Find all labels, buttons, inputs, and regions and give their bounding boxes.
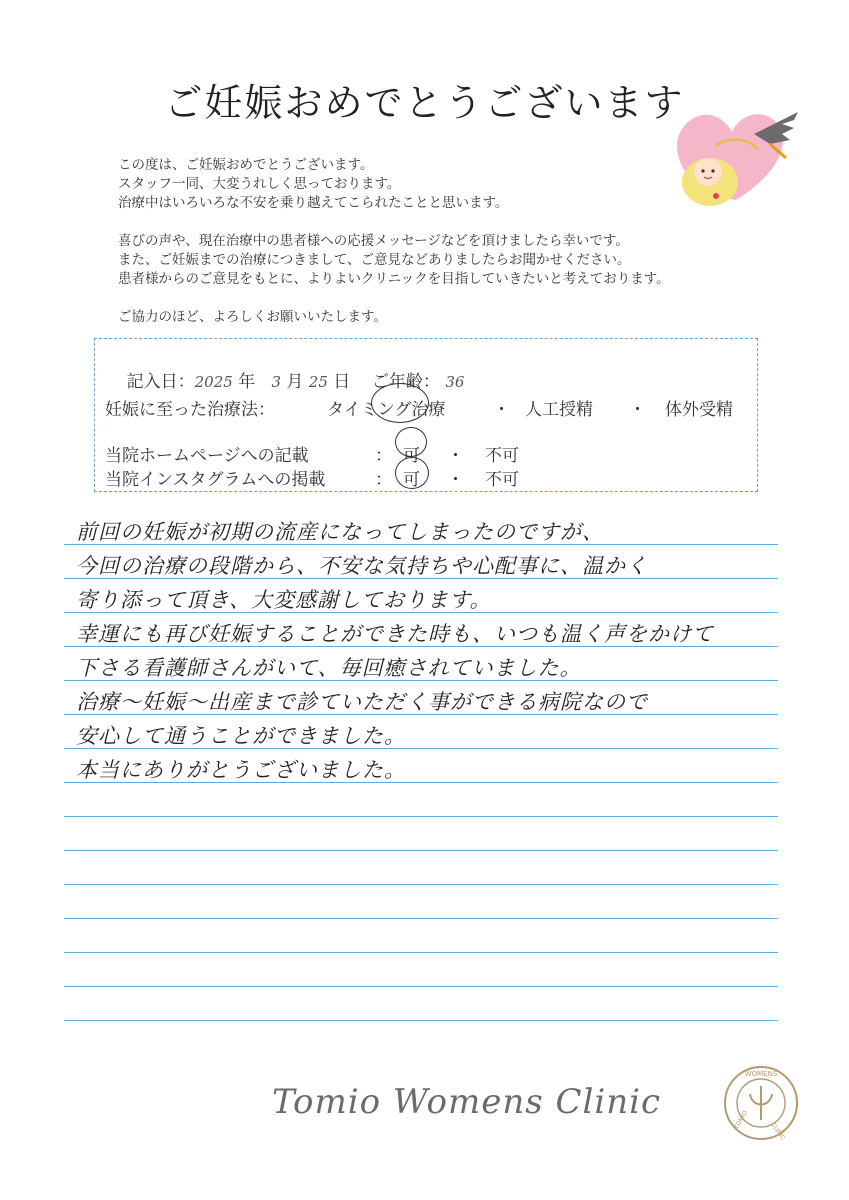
ruled-line	[64, 816, 778, 817]
page-title: ご妊娠おめでとうございます	[164, 81, 685, 125]
date-label: 記入日：	[126, 372, 195, 392]
ruled-line	[64, 884, 778, 885]
message-line: 本当にありがとうございました。	[76, 758, 406, 782]
separator-dot: ・	[447, 446, 464, 466]
ruled-line	[64, 918, 778, 919]
intro-line: スタッフ一同、大変うれしく思っております。	[118, 176, 401, 192]
day-unit: 日	[333, 372, 351, 392]
separator-dot: ・	[629, 400, 646, 420]
seal-text-right: CLINIC	[769, 1121, 787, 1142]
clinic-logo-seal	[722, 1064, 800, 1142]
message-line: 下さる看護師さんがいて、毎回癒されていました。	[76, 656, 582, 680]
instagram-label: 当院インスタグラムへの掲載	[105, 470, 326, 490]
intro-line: 喜びの声や、現在治療中の患者様への応援メッセージなどを頂けましたら幸いです。	[118, 233, 629, 249]
instagram-yes: 可	[403, 470, 420, 490]
month-value: 3	[271, 373, 281, 391]
treatment-option-iui: 人工授精	[525, 400, 593, 420]
ruled-line	[64, 952, 778, 953]
ruled-line	[64, 1020, 778, 1021]
intro-paragraph-3	[118, 308, 778, 327]
ruled-line	[64, 986, 778, 987]
intro-line: ご協力のほど、よろしくお願いいたします。	[118, 309, 387, 325]
intro-line: この度は、ご妊娠おめでとうございます。	[118, 157, 374, 173]
homepage-yes-circle-mark	[395, 427, 427, 457]
selected-circle-mark	[371, 383, 429, 423]
separator-dot: ・	[447, 470, 464, 490]
separator-dot: ・	[493, 400, 510, 420]
intro-text	[118, 156, 778, 346]
ruled-line	[64, 850, 778, 851]
intro-line: 患者様からのご意見をもとに、よりよいクリニックを目指していきたいと考えております。	[118, 271, 670, 287]
intro-paragraph-2	[118, 232, 778, 289]
seal-text-left: TOMIO	[733, 1109, 750, 1131]
intro-line: 治療中はいろいろな不安を乗り越えてこられたことと思います。	[118, 195, 509, 211]
intro-line: また、ご妊娠までの治療につきまして、ご意見などありましたらお聞かせください。	[118, 252, 631, 268]
seal-text-top: WOMENS	[744, 1070, 778, 1078]
age-value: 36	[445, 373, 465, 391]
message-line: 前回の妊娠が初期の流産になってしまったのですが、	[76, 520, 604, 544]
colon: ：	[375, 470, 392, 490]
homepage-label: 当院ホームページへの記載	[105, 446, 309, 466]
treatment-label: 妊娠に至った治療法：	[105, 400, 275, 420]
day-value: 25	[308, 373, 328, 391]
homepage-yes: 可	[403, 446, 420, 466]
survey-form-box	[94, 338, 758, 492]
year-unit: 年	[238, 372, 256, 392]
message-line: 今回の治療の段階から、不安な気持ちや心配事に、温かく	[76, 554, 648, 578]
instagram-no: 不可	[485, 470, 519, 490]
treatment-option-timing: タイミング治療	[327, 400, 446, 420]
treatment-option-ivf: 体外受精	[665, 400, 733, 420]
colon: ：	[375, 446, 392, 466]
instagram-yes-circle-mark	[395, 457, 429, 489]
year-value: 2025	[194, 373, 233, 391]
message-line: 治療〜妊娠〜出産まで診ていただく事ができる病院なので	[76, 690, 648, 714]
message-line: 安心して通うことができました。	[76, 724, 406, 748]
clinic-name: Tomio Womens Clinic	[272, 1082, 662, 1122]
month-unit: 月	[286, 372, 304, 392]
message-line: 幸運にも再び妊娠することができた時も、いつも温く声をかけて	[76, 622, 714, 646]
homepage-no: 不可	[485, 446, 519, 466]
age-label: ご年齢：	[371, 372, 440, 392]
intro-paragraph-1	[118, 156, 778, 213]
message-line: 寄り添って頂き、大変感謝しております。	[76, 588, 492, 612]
